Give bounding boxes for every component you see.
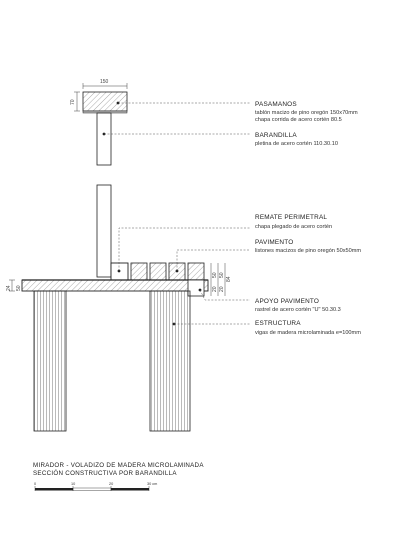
callout-pasamanos: [255, 101, 358, 123]
callout-estructura-line1: vigas de madera microlaminada e=100mm: [255, 330, 361, 336]
callout-remate-line1: chapa plegado de acero cortén: [255, 224, 333, 230]
baluster-top: [97, 113, 111, 165]
callout-barandilla-title: BARANDILLA: [255, 132, 297, 139]
callout-pasamanos-line1: tablón macizo de pino oregón 150x70mm: [255, 110, 358, 116]
dim-deck-depth: 24: [6, 285, 12, 291]
callout-apoyo-line1: rastrel de acero cortén "U" 50.30.3: [255, 307, 341, 313]
callout-barandilla-line1: pletina de acero cortén 110.30.10: [255, 141, 338, 147]
drawing-title-line1: MIRADOR - VOLADIZO DE MADERA MICROLAMINADA: [33, 462, 204, 469]
structure-beam-right: [150, 291, 190, 431]
callout-remate: [255, 214, 332, 230]
dim-total-84: 84: [226, 276, 232, 282]
scale-tick-20: 20: [109, 482, 114, 486]
scale-tick-10: 10: [71, 482, 76, 486]
callout-barandilla: [255, 132, 338, 147]
scale-tick-30: 30 cm: [147, 482, 158, 486]
dim-step-20: 20: [219, 286, 225, 292]
right-dimensions: [211, 263, 232, 296]
callout-apoyo: [255, 298, 341, 313]
handrail: [83, 92, 127, 113]
callout-pasamanos-line2: chapa corrida de acero cortén 80.5: [255, 117, 342, 123]
drawing-title-block: [33, 462, 204, 477]
callout-pavimento-title: PAVIMENTO: [255, 239, 294, 246]
callout-pasamanos-title: PASAMANOS: [255, 101, 297, 108]
callout-estructura-title: ESTRUCTURA: [255, 320, 301, 327]
scale-bar: [34, 482, 157, 491]
callout-pavimento: [255, 239, 361, 254]
deck-slab: [22, 280, 208, 291]
dim-board-20: 20: [212, 286, 218, 292]
floor-boards: [131, 263, 204, 280]
callout-apoyo-title: APOYO PAVIMENTO: [255, 298, 320, 305]
dim-board-50a: 50: [212, 272, 218, 278]
structure-beam-left: [34, 291, 66, 431]
dim-board-50b: 50: [219, 272, 225, 278]
dim-handrail-height: 70: [70, 99, 76, 105]
scale-tick-0: 0: [34, 482, 37, 486]
callout-pavimento-line1: listones macizos de pino oregón 50x50mm: [255, 248, 362, 254]
deck-dimensions: [6, 280, 22, 291]
baluster-bottom: [97, 185, 111, 277]
dim-deck-left: 50: [16, 285, 22, 291]
drawing-title-line2: SECCIÓN CONSTRUCTIVA POR BARANDILLA: [33, 470, 177, 477]
callout-remate-title: REMATE PERIMETRAL: [255, 214, 328, 221]
perimeter-cap: [111, 263, 128, 280]
callout-estructura: [255, 320, 361, 336]
dim-handrail-width: 150: [100, 79, 109, 85]
